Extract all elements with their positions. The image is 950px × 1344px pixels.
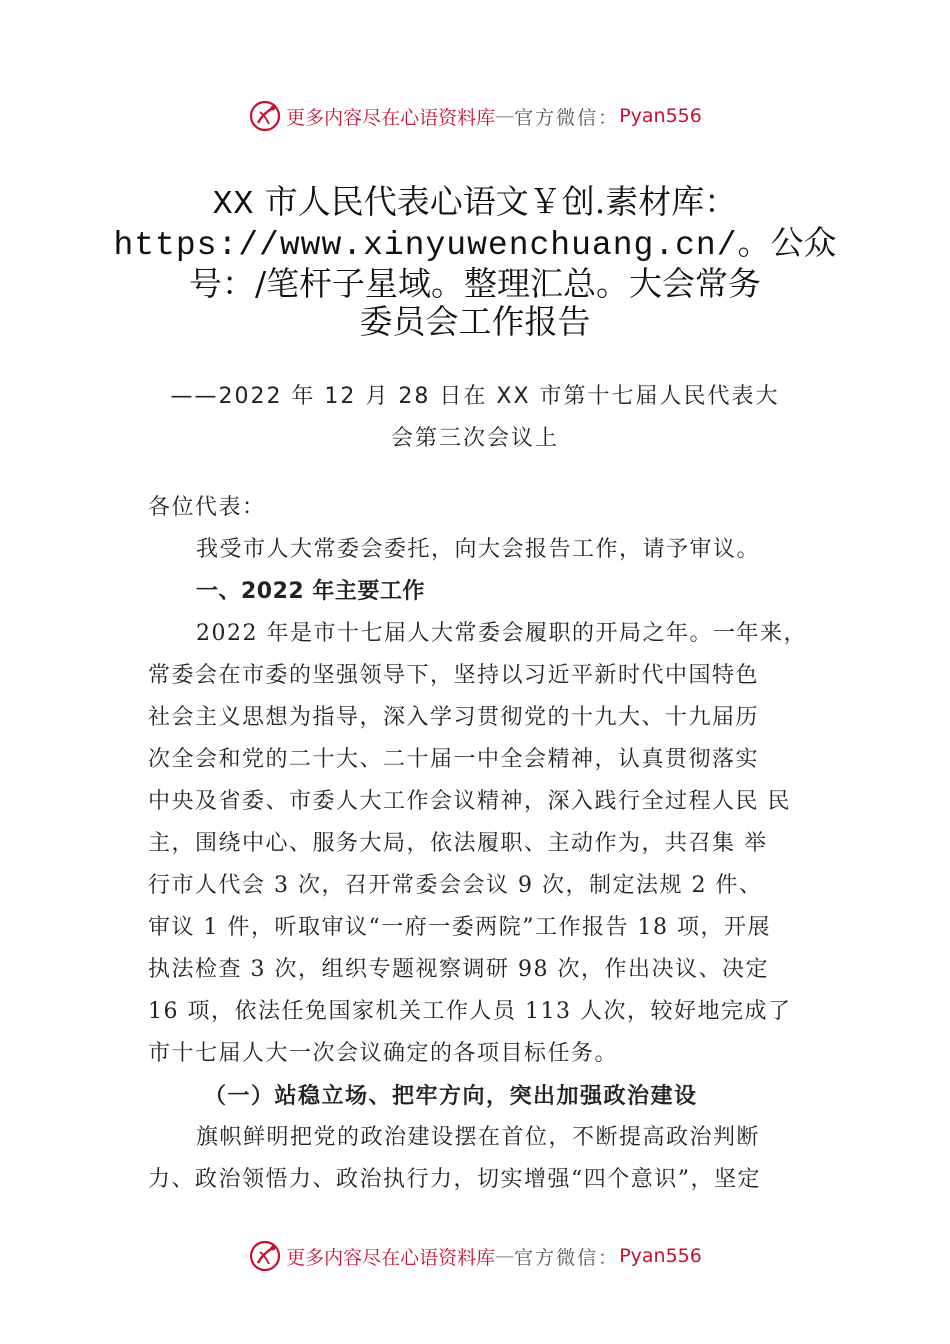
paragraph-line: 行市人代会 3 次，召开常委会会议 9 次，制定法规 2 件、: [148, 873, 763, 898]
document-title: [100, 183, 850, 341]
watermark-contact-label: 官方微信：: [514, 106, 620, 129]
watermark-header: [0, 96, 950, 136]
paragraph-line: 常委会在市委的坚强领导下，坚持以习近平新时代中国特色: [148, 663, 760, 688]
watermark-footer: [0, 1236, 950, 1276]
watermark-contact-label: 官方微信：: [514, 1246, 620, 1269]
paragraph-line: 力、政治领悟力、政治执行力，切实增强“四个意识”，坚定: [148, 1167, 761, 1192]
paragraph-line: 主，围绕中心、服务大局，依法履职、主动作为，共召集 举: [148, 831, 768, 856]
watermark-promo-text: 更多内容尽在心语资料库: [286, 1246, 496, 1269]
title-line-3: 号：/笔杆子星域。整理汇总。大会常务: [188, 264, 762, 303]
paragraph-line: 2022 年是市十七届人大常委会履职的开局之年。一年来，: [196, 621, 807, 646]
document-subtitle: [148, 376, 802, 460]
paragraph-line: 中央及省委、市委人大工作会议精神，深入践行全过程人民 民: [148, 789, 791, 814]
paragraph-line: 旗帜鲜明把党的政治建设摆在首位，不断提高政治判断: [196, 1125, 761, 1150]
subsection-heading: （一）站稳立场、把牢方向，突出加强政治建设: [204, 1083, 698, 1109]
document-body: [148, 487, 838, 1201]
intro-paragraph: 我受市人大常委会委托，向大会报告工作，请予审议。: [196, 537, 761, 562]
subtitle-line-2: 会第三次会议上: [390, 426, 559, 451]
paragraph-line: 执法检查 3 次，组织专题视察调研 98 次，作出决议、决定: [148, 957, 769, 982]
title-line-2: https://www.xinyuwenchuang.cn/。公众: [113, 223, 837, 264]
logo-icon: [248, 1239, 282, 1273]
salutation: 各位代表：: [148, 495, 266, 520]
paragraph-line: 16 项，依法任免国家机关工作人员 113 人次，较好地完成了: [148, 999, 792, 1024]
subtitle-line-1: ——2022 年 12 月 28 日在 XX 市第十七届人民代表大: [170, 384, 780, 409]
section-heading: 一、2022 年主要工作: [196, 579, 425, 604]
paragraph-line: 次全会和党的二十大、二十届一中全会精神，认真贯彻落实: [148, 747, 760, 772]
watermark-promo-text: 更多内容尽在心语资料库: [286, 106, 496, 129]
paragraph-line: 审议 1 件，听取审议“一府一委两院”工作报告 18 项，开展: [148, 915, 771, 940]
title-line-4: 委员会工作报告: [359, 302, 591, 341]
watermark-contact-handle: Pyan556: [619, 105, 702, 127]
watermark-contact-handle: Pyan556: [619, 1245, 702, 1267]
paragraph-line: 社会主义思想为指导，深入学习贯彻党的十九大、十九届历: [148, 705, 760, 730]
watermark-separator: —: [495, 105, 515, 127]
paragraph-line: 市十七届人大一次会议确定的各项目标任务。: [148, 1041, 619, 1066]
logo-icon: [248, 99, 282, 133]
watermark-separator: —: [495, 1245, 515, 1267]
title-line-1: XX 市人民代表心语文￥创.素材库：: [212, 182, 738, 223]
